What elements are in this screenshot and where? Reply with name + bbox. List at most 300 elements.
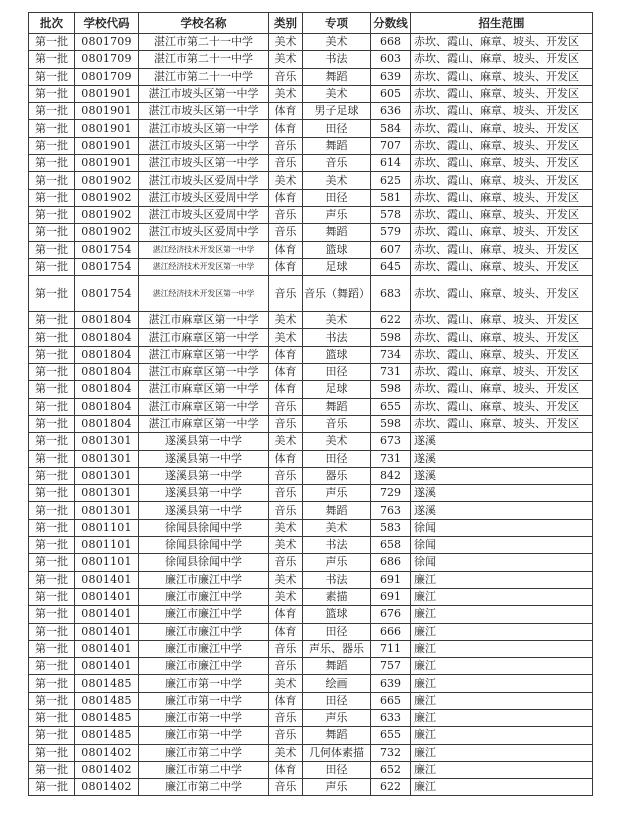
cell-school-code: 0801902 [75, 189, 139, 206]
cell-category: 音乐 [269, 554, 303, 571]
cell-school-name: 湛江经济技术开发区第一中学 [139, 241, 269, 258]
cell-enrollment-range: 廉江 [411, 640, 593, 657]
cell-specialty: 声乐 [303, 554, 371, 571]
cell-batch: 第一批 [29, 329, 75, 346]
cell-school-name: 廉江市廉江中学 [139, 658, 269, 675]
cell-enrollment-range: 廉江 [411, 606, 593, 623]
cell-category: 体育 [269, 120, 303, 137]
table-row [29, 155, 593, 172]
cell-specialty: 美术 [303, 433, 371, 450]
cell-batch: 第一批 [29, 658, 75, 675]
cell-specialty: 美术 [303, 172, 371, 189]
cell-score-line: 665 [371, 692, 411, 709]
table-row [29, 398, 593, 415]
cell-enrollment-range: 赤坎、霞山、麻章、坡头、开发区 [411, 120, 593, 137]
cell-score-line: 842 [371, 467, 411, 484]
cell-school-code: 0801301 [75, 485, 139, 502]
cell-school-code: 0801402 [75, 779, 139, 796]
header-school-name: 学校名称 [139, 13, 269, 34]
cell-school-code: 0801804 [75, 364, 139, 381]
cell-school-code: 0801301 [75, 502, 139, 519]
cell-category: 美术 [269, 744, 303, 761]
cell-school-name: 湛江市坡头区爱周中学 [139, 189, 269, 206]
cell-batch: 第一批 [29, 120, 75, 137]
cell-batch: 第一批 [29, 779, 75, 796]
cell-batch: 第一批 [29, 588, 75, 605]
cell-specialty: 足球 [303, 258, 371, 275]
cell-enrollment-range: 赤坎、霞山、麻章、坡头、开发区 [411, 85, 593, 102]
cell-enrollment-range: 廉江 [411, 744, 593, 761]
table-row [29, 189, 593, 206]
cell-enrollment-range: 廉江 [411, 588, 593, 605]
cell-enrollment-range: 遂溪 [411, 485, 593, 502]
cell-specialty: 田径 [303, 623, 371, 640]
cell-score-line: 636 [371, 103, 411, 120]
cell-specialty: 田径 [303, 364, 371, 381]
cell-school-name: 廉江市廉江中学 [139, 571, 269, 588]
cell-score-line: 732 [371, 744, 411, 761]
cell-score-line: 655 [371, 727, 411, 744]
cell-score-line: 652 [371, 761, 411, 778]
cell-school-code: 0801101 [75, 537, 139, 554]
cell-category: 美术 [269, 329, 303, 346]
cell-category: 音乐 [269, 485, 303, 502]
cell-school-name: 遂溪县第一中学 [139, 467, 269, 484]
cell-batch: 第一批 [29, 189, 75, 206]
cell-enrollment-range: 赤坎、霞山、麻章、坡头、开发区 [411, 189, 593, 206]
cell-specialty: 篮球 [303, 346, 371, 363]
cell-school-name: 湛江经济技术开发区第一中学 [139, 276, 269, 312]
cell-score-line: 622 [371, 312, 411, 329]
cell-specialty: 书法 [303, 571, 371, 588]
cell-category: 音乐 [269, 276, 303, 312]
cell-enrollment-range: 廉江 [411, 727, 593, 744]
cell-specialty: 田径 [303, 692, 371, 709]
cell-school-name: 遂溪县第一中学 [139, 502, 269, 519]
table-row [29, 206, 593, 223]
cell-score-line: 598 [371, 329, 411, 346]
cell-enrollment-range: 廉江 [411, 571, 593, 588]
cell-score-line: 729 [371, 485, 411, 502]
cell-category: 音乐 [269, 206, 303, 223]
cell-enrollment-range: 赤坎、霞山、麻章、坡头、开发区 [411, 51, 593, 68]
cell-school-name: 湛江市麻章区第一中学 [139, 415, 269, 432]
cell-category: 音乐 [269, 155, 303, 172]
cell-score-line: 633 [371, 709, 411, 726]
cell-school-code: 0801401 [75, 606, 139, 623]
cell-specialty: 舞蹈 [303, 727, 371, 744]
table-row [29, 537, 593, 554]
cell-category: 体育 [269, 364, 303, 381]
cell-school-code: 0801401 [75, 658, 139, 675]
table-row [29, 258, 593, 275]
table-row [29, 137, 593, 154]
cell-score-line: 666 [371, 623, 411, 640]
header-enrollment-range: 招生范围 [411, 13, 593, 34]
cell-specialty: 男子足球 [303, 103, 371, 120]
cell-score-line: 607 [371, 241, 411, 258]
cell-category: 体育 [269, 189, 303, 206]
admission-score-table [28, 12, 593, 796]
cell-school-name: 廉江市第一中学 [139, 727, 269, 744]
cell-school-code: 0801401 [75, 571, 139, 588]
cell-school-name: 廉江市廉江中学 [139, 588, 269, 605]
cell-school-name: 湛江市坡头区第一中学 [139, 103, 269, 120]
cell-batch: 第一批 [29, 519, 75, 536]
table-row [29, 709, 593, 726]
cell-specialty: 舞蹈 [303, 224, 371, 241]
cell-category: 体育 [269, 241, 303, 258]
cell-specialty: 篮球 [303, 606, 371, 623]
cell-batch: 第一批 [29, 761, 75, 778]
cell-school-code: 0801485 [75, 709, 139, 726]
cell-batch: 第一批 [29, 571, 75, 588]
cell-school-code: 0801804 [75, 415, 139, 432]
cell-school-name: 廉江市第二中学 [139, 744, 269, 761]
cell-specialty: 书法 [303, 51, 371, 68]
cell-batch: 第一批 [29, 381, 75, 398]
table-row [29, 467, 593, 484]
table-row [29, 241, 593, 258]
cell-score-line: 731 [371, 450, 411, 467]
cell-batch: 第一批 [29, 51, 75, 68]
cell-enrollment-range: 赤坎、霞山、麻章、坡头、开发区 [411, 206, 593, 223]
cell-enrollment-range: 赤坎、霞山、麻章、坡头、开发区 [411, 415, 593, 432]
cell-batch: 第一批 [29, 709, 75, 726]
table-row [29, 692, 593, 709]
table-row [29, 224, 593, 241]
cell-batch: 第一批 [29, 606, 75, 623]
cell-enrollment-range: 赤坎、霞山、麻章、坡头、开发区 [411, 137, 593, 154]
cell-enrollment-range: 赤坎、霞山、麻章、坡头、开发区 [411, 172, 593, 189]
cell-category: 体育 [269, 103, 303, 120]
cell-school-code: 0801485 [75, 727, 139, 744]
cell-score-line: 676 [371, 606, 411, 623]
cell-score-line: 578 [371, 206, 411, 223]
cell-specialty: 美术 [303, 519, 371, 536]
admission-score-sheet [28, 12, 592, 796]
cell-school-code: 0801301 [75, 433, 139, 450]
cell-batch: 第一批 [29, 34, 75, 51]
cell-category: 体育 [269, 258, 303, 275]
cell-school-name: 廉江市廉江中学 [139, 640, 269, 657]
cell-school-name: 湛江市麻章区第一中学 [139, 329, 269, 346]
table-row [29, 502, 593, 519]
header-specialty: 专项 [303, 13, 371, 34]
cell-specialty: 舞蹈 [303, 68, 371, 85]
cell-category: 体育 [269, 450, 303, 467]
cell-enrollment-range: 赤坎、霞山、麻章、坡头、开发区 [411, 68, 593, 85]
cell-school-name: 湛江市坡头区第一中学 [139, 85, 269, 102]
cell-score-line: 668 [371, 34, 411, 51]
cell-specialty: 田径 [303, 761, 371, 778]
table-row [29, 571, 593, 588]
cell-specialty: 书法 [303, 329, 371, 346]
cell-batch: 第一批 [29, 276, 75, 312]
cell-batch: 第一批 [29, 155, 75, 172]
cell-school-name: 遂溪县第一中学 [139, 485, 269, 502]
cell-specialty: 舞蹈 [303, 502, 371, 519]
cell-school-code: 0801754 [75, 276, 139, 312]
cell-specialty: 美术 [303, 85, 371, 102]
cell-score-line: 691 [371, 588, 411, 605]
cell-school-name: 湛江市第二十一中学 [139, 68, 269, 85]
cell-school-code: 0801401 [75, 640, 139, 657]
cell-score-line: 614 [371, 155, 411, 172]
cell-school-name: 廉江市廉江中学 [139, 606, 269, 623]
cell-score-line: 598 [371, 381, 411, 398]
cell-enrollment-range: 廉江 [411, 709, 593, 726]
cell-score-line: 625 [371, 172, 411, 189]
cell-batch: 第一批 [29, 68, 75, 85]
cell-school-name: 徐闻县徐闻中学 [139, 554, 269, 571]
cell-specialty: 田径 [303, 120, 371, 137]
cell-school-code: 0801301 [75, 450, 139, 467]
table-row [29, 433, 593, 450]
table-row [29, 744, 593, 761]
cell-school-code: 0801402 [75, 761, 139, 778]
table-row [29, 519, 593, 536]
cell-specialty: 田径 [303, 189, 371, 206]
cell-category: 体育 [269, 381, 303, 398]
cell-batch: 第一批 [29, 415, 75, 432]
cell-school-name: 湛江市坡头区爱周中学 [139, 224, 269, 241]
cell-score-line: 691 [371, 571, 411, 588]
cell-specialty: 书法 [303, 537, 371, 554]
cell-specialty: 舞蹈 [303, 398, 371, 415]
cell-score-line: 581 [371, 189, 411, 206]
table-row [29, 276, 593, 312]
cell-specialty: 舞蹈 [303, 658, 371, 675]
table-row [29, 761, 593, 778]
cell-score-line: 655 [371, 398, 411, 415]
cell-school-code: 0801709 [75, 51, 139, 68]
cell-school-name: 廉江市第二中学 [139, 761, 269, 778]
cell-school-name: 湛江市第二十一中学 [139, 51, 269, 68]
cell-score-line: 734 [371, 346, 411, 363]
cell-category: 体育 [269, 623, 303, 640]
table-row [29, 623, 593, 640]
cell-school-name: 徐闻县徐闻中学 [139, 537, 269, 554]
cell-school-code: 0801754 [75, 241, 139, 258]
cell-batch: 第一批 [29, 346, 75, 363]
table-row [29, 779, 593, 796]
cell-school-code: 0801804 [75, 329, 139, 346]
cell-enrollment-range: 廉江 [411, 779, 593, 796]
cell-category: 音乐 [269, 415, 303, 432]
cell-enrollment-range: 赤坎、霞山、麻章、坡头、开发区 [411, 381, 593, 398]
cell-category: 美术 [269, 172, 303, 189]
cell-enrollment-range: 遂溪 [411, 450, 593, 467]
table-row [29, 103, 593, 120]
cell-batch: 第一批 [29, 502, 75, 519]
table-row [29, 658, 593, 675]
cell-category: 美术 [269, 51, 303, 68]
cell-score-line: 763 [371, 502, 411, 519]
cell-school-name: 湛江市麻章区第一中学 [139, 346, 269, 363]
cell-specialty: 声乐 [303, 485, 371, 502]
cell-category: 音乐 [269, 709, 303, 726]
table-row [29, 120, 593, 137]
cell-batch: 第一批 [29, 467, 75, 484]
cell-score-line: 605 [371, 85, 411, 102]
cell-specialty: 美术 [303, 312, 371, 329]
cell-school-code: 0801301 [75, 467, 139, 484]
cell-enrollment-range: 廉江 [411, 692, 593, 709]
cell-school-code: 0801901 [75, 137, 139, 154]
cell-score-line: 658 [371, 537, 411, 554]
cell-school-name: 湛江市坡头区第一中学 [139, 120, 269, 137]
cell-batch: 第一批 [29, 744, 75, 761]
cell-school-name: 湛江市第二十一中学 [139, 34, 269, 51]
cell-batch: 第一批 [29, 537, 75, 554]
cell-enrollment-range: 赤坎、霞山、麻章、坡头、开发区 [411, 276, 593, 312]
cell-batch: 第一批 [29, 623, 75, 640]
cell-score-line: 584 [371, 120, 411, 137]
cell-batch: 第一批 [29, 258, 75, 275]
cell-score-line: 598 [371, 415, 411, 432]
cell-category: 音乐 [269, 727, 303, 744]
table-row [29, 554, 593, 571]
cell-enrollment-range: 徐闻 [411, 554, 593, 571]
table-row [29, 172, 593, 189]
header-school-code: 学校代码 [75, 13, 139, 34]
table-row [29, 606, 593, 623]
cell-batch: 第一批 [29, 206, 75, 223]
cell-score-line: 639 [371, 675, 411, 692]
cell-category: 音乐 [269, 68, 303, 85]
cell-school-name: 湛江市麻章区第一中学 [139, 312, 269, 329]
cell-specialty: 舞蹈 [303, 137, 371, 154]
cell-batch: 第一批 [29, 485, 75, 502]
cell-specialty: 声乐 [303, 709, 371, 726]
cell-school-code: 0801401 [75, 623, 139, 640]
cell-category: 美术 [269, 537, 303, 554]
cell-score-line: 757 [371, 658, 411, 675]
cell-school-name: 湛江经济技术开发区第一中学 [139, 258, 269, 275]
cell-enrollment-range: 遂溪 [411, 502, 593, 519]
table-row [29, 85, 593, 102]
cell-school-code: 0801804 [75, 312, 139, 329]
cell-score-line: 711 [371, 640, 411, 657]
cell-category: 音乐 [269, 658, 303, 675]
cell-enrollment-range: 赤坎、霞山、麻章、坡头、开发区 [411, 224, 593, 241]
cell-school-name: 徐闻县徐闻中学 [139, 519, 269, 536]
table-row [29, 68, 593, 85]
cell-enrollment-range: 赤坎、霞山、麻章、坡头、开发区 [411, 103, 593, 120]
table-row [29, 450, 593, 467]
table-row [29, 51, 593, 68]
cell-enrollment-range: 赤坎、霞山、麻章、坡头、开发区 [411, 241, 593, 258]
cell-category: 音乐 [269, 502, 303, 519]
cell-specialty: 绘画 [303, 675, 371, 692]
cell-specialty: 声乐 [303, 779, 371, 796]
cell-category: 美术 [269, 312, 303, 329]
table-row [29, 329, 593, 346]
cell-enrollment-range: 廉江 [411, 658, 593, 675]
cell-school-name: 湛江市麻章区第一中学 [139, 381, 269, 398]
cell-specialty: 足球 [303, 381, 371, 398]
cell-school-name: 廉江市廉江中学 [139, 623, 269, 640]
cell-school-code: 0801401 [75, 588, 139, 605]
cell-specialty: 器乐 [303, 467, 371, 484]
cell-school-name: 湛江市坡头区爱周中学 [139, 172, 269, 189]
cell-school-code: 0801485 [75, 675, 139, 692]
cell-school-code: 0801709 [75, 68, 139, 85]
cell-school-name: 廉江市第一中学 [139, 692, 269, 709]
cell-category: 体育 [269, 761, 303, 778]
cell-score-line: 622 [371, 779, 411, 796]
cell-school-code: 0801901 [75, 155, 139, 172]
table-row [29, 415, 593, 432]
cell-school-code: 0801804 [75, 346, 139, 363]
cell-specialty: 音乐（舞蹈） [303, 276, 371, 312]
cell-score-line: 639 [371, 68, 411, 85]
cell-school-code: 0801901 [75, 85, 139, 102]
cell-school-name: 湛江市麻章区第一中学 [139, 398, 269, 415]
cell-enrollment-range: 赤坎、霞山、麻章、坡头、开发区 [411, 258, 593, 275]
cell-school-code: 0801485 [75, 692, 139, 709]
cell-enrollment-range: 赤坎、霞山、麻章、坡头、开发区 [411, 364, 593, 381]
table-row [29, 312, 593, 329]
cell-school-code: 0801804 [75, 398, 139, 415]
cell-enrollment-range: 廉江 [411, 761, 593, 778]
cell-batch: 第一批 [29, 692, 75, 709]
cell-specialty: 声乐、器乐 [303, 640, 371, 657]
cell-category: 音乐 [269, 137, 303, 154]
cell-category: 音乐 [269, 467, 303, 484]
cell-score-line: 707 [371, 137, 411, 154]
cell-score-line: 686 [371, 554, 411, 571]
cell-enrollment-range: 赤坎、霞山、麻章、坡头、开发区 [411, 398, 593, 415]
cell-enrollment-range: 遂溪 [411, 433, 593, 450]
table-row [29, 588, 593, 605]
table-row [29, 364, 593, 381]
cell-category: 美术 [269, 571, 303, 588]
cell-enrollment-range: 徐闻 [411, 519, 593, 536]
cell-batch: 第一批 [29, 450, 75, 467]
cell-batch: 第一批 [29, 137, 75, 154]
table-row [29, 346, 593, 363]
cell-enrollment-range: 赤坎、霞山、麻章、坡头、开发区 [411, 34, 593, 51]
cell-school-name: 遂溪县第一中学 [139, 433, 269, 450]
cell-score-line: 731 [371, 364, 411, 381]
cell-school-code: 0801901 [75, 120, 139, 137]
cell-school-code: 0801901 [75, 103, 139, 120]
cell-enrollment-range: 赤坎、霞山、麻章、坡头、开发区 [411, 346, 593, 363]
cell-school-name: 湛江市坡头区第一中学 [139, 155, 269, 172]
cell-category: 音乐 [269, 224, 303, 241]
cell-school-code: 0801902 [75, 206, 139, 223]
cell-category: 体育 [269, 346, 303, 363]
cell-batch: 第一批 [29, 312, 75, 329]
header-score-line: 分数线 [371, 13, 411, 34]
cell-score-line: 683 [371, 276, 411, 312]
cell-specialty: 几何体素描 [303, 744, 371, 761]
cell-specialty: 篮球 [303, 241, 371, 258]
table-row [29, 727, 593, 744]
cell-batch: 第一批 [29, 640, 75, 657]
cell-specialty: 声乐 [303, 206, 371, 223]
cell-specialty: 田径 [303, 450, 371, 467]
cell-school-name: 廉江市第一中学 [139, 709, 269, 726]
table-row [29, 34, 593, 51]
table-row [29, 675, 593, 692]
cell-school-name: 遂溪县第一中学 [139, 450, 269, 467]
cell-school-code: 0801402 [75, 744, 139, 761]
cell-school-code: 0801902 [75, 172, 139, 189]
cell-batch: 第一批 [29, 85, 75, 102]
